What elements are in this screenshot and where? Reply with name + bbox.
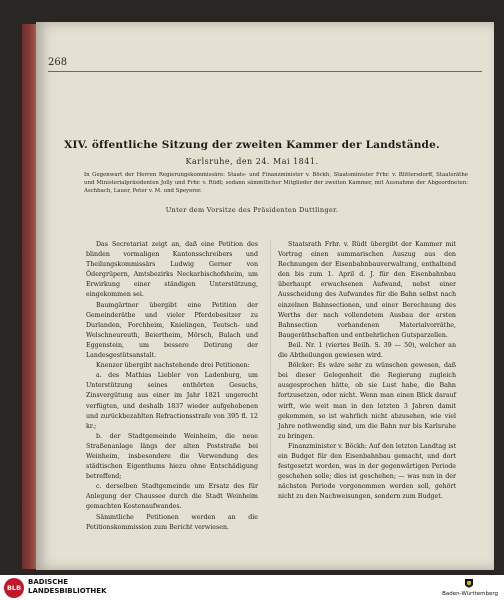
header-rule bbox=[48, 71, 482, 72]
left-paragraph: a. des Mathias Liebler von Ladenburg, um Unterstützung seines enthörten Gesuchs, Zinsvergütung aus einer im Jahr 1821 ungerecht verfügten, und deshalb 1837 wieder aufgehobenen und zurückbezahlten Refractionsstrafe von 395 fl. 12 kr.; bbox=[86, 372, 258, 430]
right-paragraph: Staatsrath Frhr. v. Rüdt übergibt der Kammer mit Vortrag einen summarischen Auszug aus den Rechnungen der Eisenbahnbauverwaltung, enthaltend den bis zum 1. April d. J. für den Eisenbahnbau überhaupt erwachsenen Aufwand, nebst einer Ausscheidung des Aufwandes für die Bahn selbst nach einzelnen Bahnsectionen, und einer Berechnung des Werths der nach vollendetem Ausbau der ersten Bahnsection vorhandenen Materialvorräthe, Baugeräthschaften und entbehrlichen Gutsparzellen. bbox=[278, 241, 456, 339]
library-name[interactable] bbox=[28, 578, 107, 596]
place-date: Karlsruhe, den 24. Mai 1841. bbox=[185, 157, 319, 166]
library-name-line2: LANDESBIBLIOTHEK bbox=[28, 587, 107, 595]
right-paragraph: Finanzminister v. Böckh: Auf den letzten Landtag ist ein Budget für den Eisenbahnbau gemacht, und dort festgesetzt worden, was in der gegenwärtigen Periode geschehen solle; dies ist geschehen; — was nun in der nächsten Periode vorgenommen werden soll, gehört nicht zu den Nachweisungen, sondern zum Budget. bbox=[278, 442, 456, 501]
left-paragraph: Baumgärtner übergibt eine Petition der Gemeinderäthe und vieler Pferdebesitzer zu Durlanden, Forchheim, Knielingen, Teutsch- und Welschneureuth, Beiertheim, Mörsch, Bulach und Eggenstein, um bessere Dotirung der Landesgestütsanstalt. bbox=[86, 301, 258, 360]
column-gutter bbox=[270, 240, 271, 480]
left-paragraph: Knenzer übergibt nachstehende drei Petitionen: bbox=[96, 362, 250, 370]
blb-logo-icon[interactable]: BLB bbox=[4, 578, 24, 598]
presence-paragraph: In Gegenwart der Herren Regierungskommissäre: Staats- und Finanzminister v. Böckh, Staatsminister Frhr. v. Blittersdorff, Staatsräthe und Ministerialpräsidenten Jolly und Frhr. v. Rüdt; sodann sämmtlicher Mitglieder der zweiten Kammer, mit Ausnahme der Abgeordneten: Aschbach, Lauer, Peter v. M. und Speyerer. bbox=[84, 172, 468, 194]
left-paragraph: Das Secretariat zeigt an, daß eine Petition des blinden vormaligen Kantonsschreibers und Theilungskommissärs Ludwig Gerner von Ödergrüpern, Amtsbezirks Neckarbischofsheim, um Erwirkung einer ständigen Unterstützung, eingekommen sei. bbox=[86, 241, 258, 299]
left-paragraph: Sämmtliche Petitionen werden an die Petitionskommission zum Bericht verwiesen. bbox=[86, 513, 258, 531]
left-paragraph: b. der Stadtgemeinde Weinheim, die neue Straßenanlage längs der alten Poststraße bei Weinheim, insbesondere die Verwendung des städtischen Eigenthums hiezu ohne Entschädigung betreffend; bbox=[86, 432, 258, 481]
session-title: XIV. öffentliche Sitzung der zweiten Kammer der Landstände. bbox=[64, 139, 440, 151]
left-column bbox=[86, 240, 258, 533]
right-paragraph: Bölcker: Es wäre sehr zu wünschen gewesen, daß bei dieser Gelegenheit die Regierung zugleich ausgesprochen hätte, ob sie Lust habe, die Bahn fortzusetzen, oder nicht. Wenn man einen Blick darauf wirft, wie weit man in den letzten 3 Jahren damit gekommen, so ist wahrlich nicht abzusehen, wie viel Jahre nothwendig sind, um die Bahn nur bis Karlsruhe zu bringen. bbox=[278, 362, 456, 440]
right-paragraph: Beil. Nr. 1 (viertes Beilh. S. 39 — 50), welcher an die Abtheilungen gewiesen wird. bbox=[278, 341, 456, 360]
left-paragraph: c. derselben Stadtgemeinde um Ersatz des für Anlegung der Chaussee durch die Stadt Weinheim gemachten Kostenaufwandes. bbox=[86, 483, 258, 511]
library-name-line1: BADISCHE bbox=[28, 578, 68, 586]
coat-of-arms-icon bbox=[462, 577, 476, 591]
region-label: Baden-Württemberg bbox=[442, 591, 498, 597]
right-column bbox=[278, 240, 456, 502]
chair-line: Unter dem Vorsitze des Präsidenten Duttlinger. bbox=[165, 206, 339, 214]
page-number: 268 bbox=[48, 57, 68, 68]
